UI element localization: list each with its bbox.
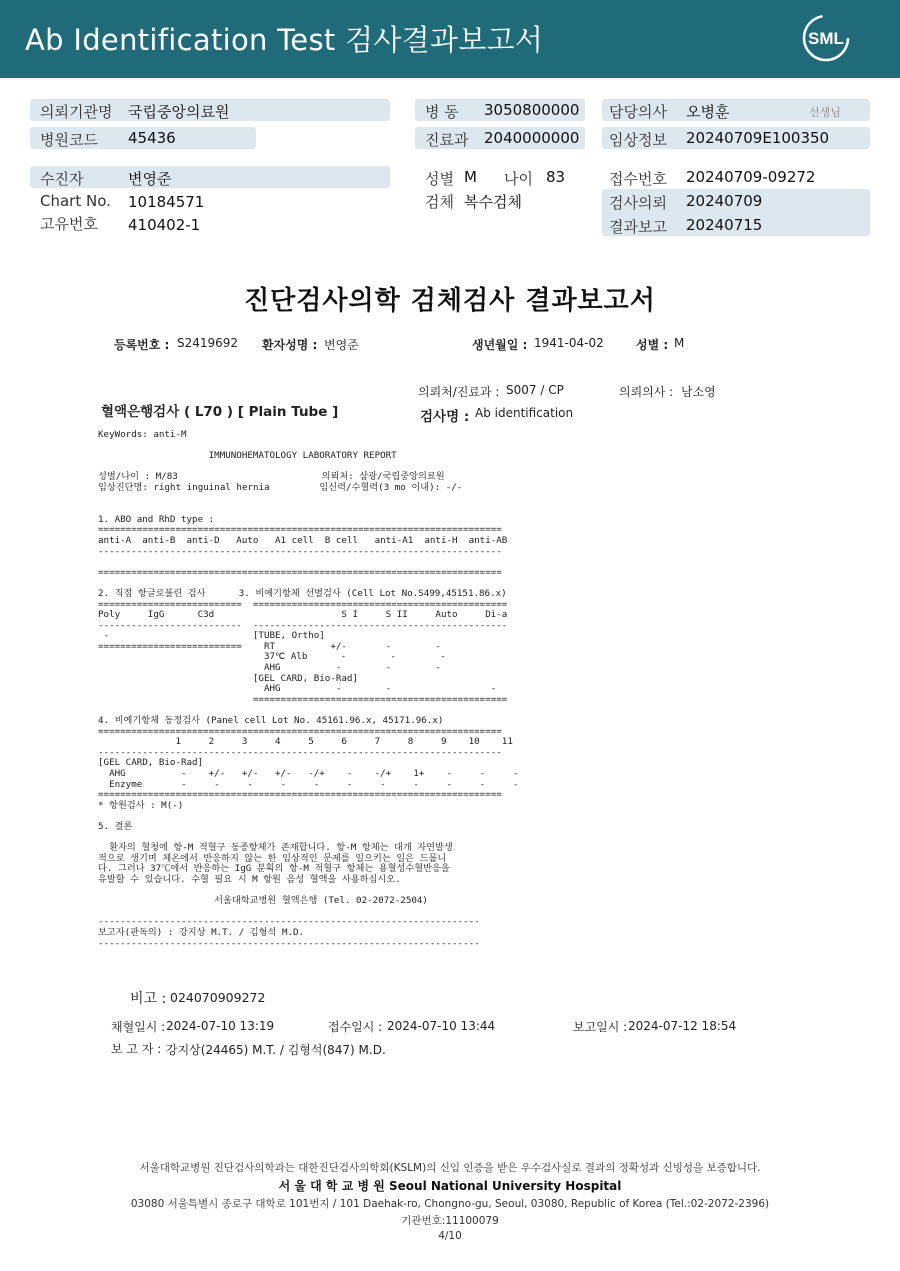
name-value: 변영준: [324, 338, 359, 352]
dob-label: 생년월일 :: [472, 338, 528, 352]
chart-value: 10184571: [128, 193, 205, 211]
collect-value: 2024-07-10 13:19: [166, 1019, 275, 1033]
report-main-title: 진단검사의학 검체검사 결과보고서: [244, 286, 656, 316]
ward-value: 3050800000: [484, 101, 580, 119]
institution-label: 의뢰기관명: [40, 103, 113, 121]
lab-report-line: ========================== ==============================================: [98, 598, 508, 610]
receipt-value: 20240709-09272: [686, 168, 816, 186]
dept-line-label: 의뢰처/진료과 :: [418, 385, 500, 399]
lab-report-line: [GEL CARD, Bio-Rad]: [98, 757, 204, 769]
lab-report-line: =========================================================================: [98, 789, 502, 801]
lab-report-line: ---------------------------------------------------------------------: [98, 937, 480, 949]
doctor-value: 오병훈: [686, 103, 730, 121]
report-title: Ab Identification Test 검사결과보고서: [25, 23, 544, 57]
ward-label: 병 동: [425, 103, 459, 121]
doctor-suffix: 선생님: [809, 106, 841, 119]
specimen-value: 복수검체: [464, 193, 522, 211]
hospital-code-value: 45436: [128, 129, 176, 147]
footer-institution-number: 기관번호:11100079: [401, 1215, 499, 1227]
lab-report-line: 37℃ Alb - - -: [98, 651, 446, 663]
lab-report-line: 1 2 3 4 5 6 7 8 9 10 11: [98, 736, 513, 748]
lab-report-line: 임상진단명: right inguinal hernia 임신력/수혈력(3 mo 이내): -/-: [98, 481, 463, 493]
lab-report-line: 성별/나이 : M/83 의뢰처: 삼광/국립중앙의료원: [98, 471, 445, 483]
lab-report-line: 서울대학교병원 혈액은행 (Tel. 02-2072-2504): [98, 895, 428, 907]
dept-line-value: S007 / CP: [506, 383, 564, 397]
sml-logo: [800, 12, 852, 64]
lab-report-line: Enzyme - - - - - - - - - - -: [98, 778, 519, 790]
lab-report-line: ---------------------------------------------------------------------: [98, 916, 480, 928]
report-label: 결과보고: [609, 218, 667, 236]
lab-report-line: IMMUNOHEMATOLOGY LABORATORY REPORT: [98, 450, 397, 462]
lab-report-line: 보고자(판독의) : 강지상 M.T. / 김형석 M.D.: [98, 926, 305, 938]
lab-report-line: 다. 그러나 37℃에서 반응하는 IgG 분획의 항-M 적혈구 항체는 용혈성수혈반응을: [98, 863, 450, 875]
lab-report-line: Poly IgG C3d S I S II Auto Di-a: [98, 609, 508, 621]
request-value: 20240709: [686, 192, 763, 210]
unique-value: 410402-1: [128, 216, 201, 234]
page-header: [0, 0, 900, 78]
lab-report-line: [GEL CARD, Bio-Rad]: [98, 672, 358, 684]
report-sex-value: M: [674, 336, 685, 350]
collect-label: 채혈일시 :: [111, 1020, 166, 1034]
dept-label: 진료과: [425, 131, 469, 149]
dept-value: 2040000000: [484, 129, 580, 147]
lab-report-line: 유발할 수 있습니다. 수혈 필요 시 M 항원 음성 혈액을 사용하십시오.: [98, 873, 401, 885]
lab-report-line: AHG - - -: [98, 683, 497, 695]
req-doctor-label: 의뢰의사 :: [619, 385, 674, 399]
report-sex-label: 성별 :: [636, 338, 669, 352]
page-number: 4/10: [438, 1230, 462, 1242]
lab-report-line: ========================== RT +/- - -: [98, 640, 441, 652]
lab-report-line: * 항원검사 : M(-): [98, 799, 184, 811]
clinical-value: 20240709E100350: [686, 129, 830, 147]
test-name-label: 검사명 :: [420, 409, 470, 425]
lab-report-line: 1. ABO and RhD type :: [98, 513, 215, 525]
lab-report-line: [98, 494, 518, 505]
report-value: 20240715: [686, 216, 763, 234]
patient-label: 수진자: [40, 170, 84, 188]
lab-report-line: - [TUBE, Ortho]: [98, 630, 325, 642]
receipt-label: 접수번호: [609, 170, 667, 188]
doctor-label: 담당의사: [609, 103, 667, 121]
reporter-label: 보 고 자 :: [111, 1042, 162, 1056]
lab-report-line: -------------------------------------------------------------------------: [98, 545, 502, 557]
accept-label: 접수일시 :: [328, 1020, 383, 1034]
report-time-label: 보고일시 :: [573, 1020, 628, 1034]
lab-report-line: 적으로 생기며 체온에서 반응하지 않는 한 임상적인 문제를 일으키는 일은 드뭅니: [98, 852, 447, 864]
footer-hospital-name: 서 울 대 학 교 병 원 Seoul National University Hospital: [278, 1179, 622, 1193]
patient-value: 변영준: [128, 170, 172, 188]
unique-label: 고유번호: [40, 215, 98, 233]
report-time-value: 2024-07-12 18:54: [628, 1019, 737, 1033]
lab-report-line: anti-A anti-B anti-D Auto A1 cell B cell anti-A1 anti-H anti-AB: [98, 534, 508, 546]
age-value: 83: [546, 168, 566, 186]
hospital-code-label: 병원코드: [40, 131, 98, 149]
lab-report-line: ==============================================: [98, 693, 508, 705]
specimen-label: 검체: [425, 193, 454, 211]
lab-report-line: AHG - +/- +/- +/- -/+ - -/+ 1+ - - -: [98, 768, 519, 779]
lab-report-line: 2. 직접 항글로불린 검사 3. 비예기항체 선별검사 (Cell Lot No.S499,45151.86.x): [98, 587, 507, 599]
age-label: 나이: [504, 170, 533, 188]
lab-report-line: -------------------------------------------------------------------------: [98, 746, 502, 758]
lab-report-line: 4. 비예기항체 동정검사 (Panel cell Lot No. 45161.96.x, 45171.96.x): [98, 715, 444, 727]
lab-report-line: 5. 결론: [98, 820, 133, 832]
clinical-label: 임상정보: [609, 131, 667, 149]
patient-row-bg: [30, 166, 390, 188]
sex-label: 성별: [425, 170, 454, 188]
chart-label: Chart No.: [40, 192, 111, 210]
footer-address: 03080 서울특별시 종로구 대학로 101번지 / 101 Daehak-ro, Chongno-gu, Seoul, 03080, Republic of Korea (Tel.:02-2072-2396): [130, 1198, 770, 1210]
reporter-value: 강지상(24465) M.T. / 김형석(847) M.D.: [166, 1043, 386, 1057]
note-value: 024070909272: [170, 990, 266, 1005]
svg-text:SML: SML: [808, 29, 844, 48]
dob-value: 1941-04-02: [534, 336, 604, 350]
name-label: 환자성명 :: [262, 338, 318, 352]
lab-report-text: [98, 430, 518, 949]
footer-certification: 서울대학교병원 진단검사의학과는 대한진단검사의학회(KSLM)의 신임 인증을 받은 우수검사실로 결과의 정확성과 신빙성을 보증합니다.: [139, 1162, 761, 1174]
lab-report-line: =========================================================================: [98, 566, 502, 578]
accept-value: 2024-07-10 13:44: [387, 1019, 496, 1033]
institution-value: 국립중앙의료원: [128, 103, 230, 121]
lab-report-line: [98, 811, 518, 822]
reg-value: S2419692: [177, 336, 239, 350]
sex-value: M: [464, 168, 477, 186]
lab-report-line: AHG - - -: [98, 662, 441, 674]
test-name-value: Ab identification: [475, 406, 574, 420]
request-label: 검사의뢰: [609, 194, 667, 212]
lab-report-line: -------------------------- ----------------------------------------------: [98, 619, 508, 631]
note-label: 비고 :: [130, 991, 167, 1007]
reg-label: 등록번호 :: [114, 338, 170, 352]
lab-report-line: =========================================================================: [98, 725, 502, 737]
test-section: 혈액은행검사 ( L70 ) [ Plain Tube ]: [101, 404, 339, 420]
lab-report-line: 환자의 혈청에 항-M 적혈구 동종항체가 존재합니다. 항-M 항체는 대개 자연발생: [98, 842, 453, 854]
lab-report-line: KeyWords: anti-M: [98, 429, 187, 440]
req-doctor-value: 남소영: [681, 385, 716, 399]
lab-report-line: =========================================================================: [98, 524, 502, 536]
